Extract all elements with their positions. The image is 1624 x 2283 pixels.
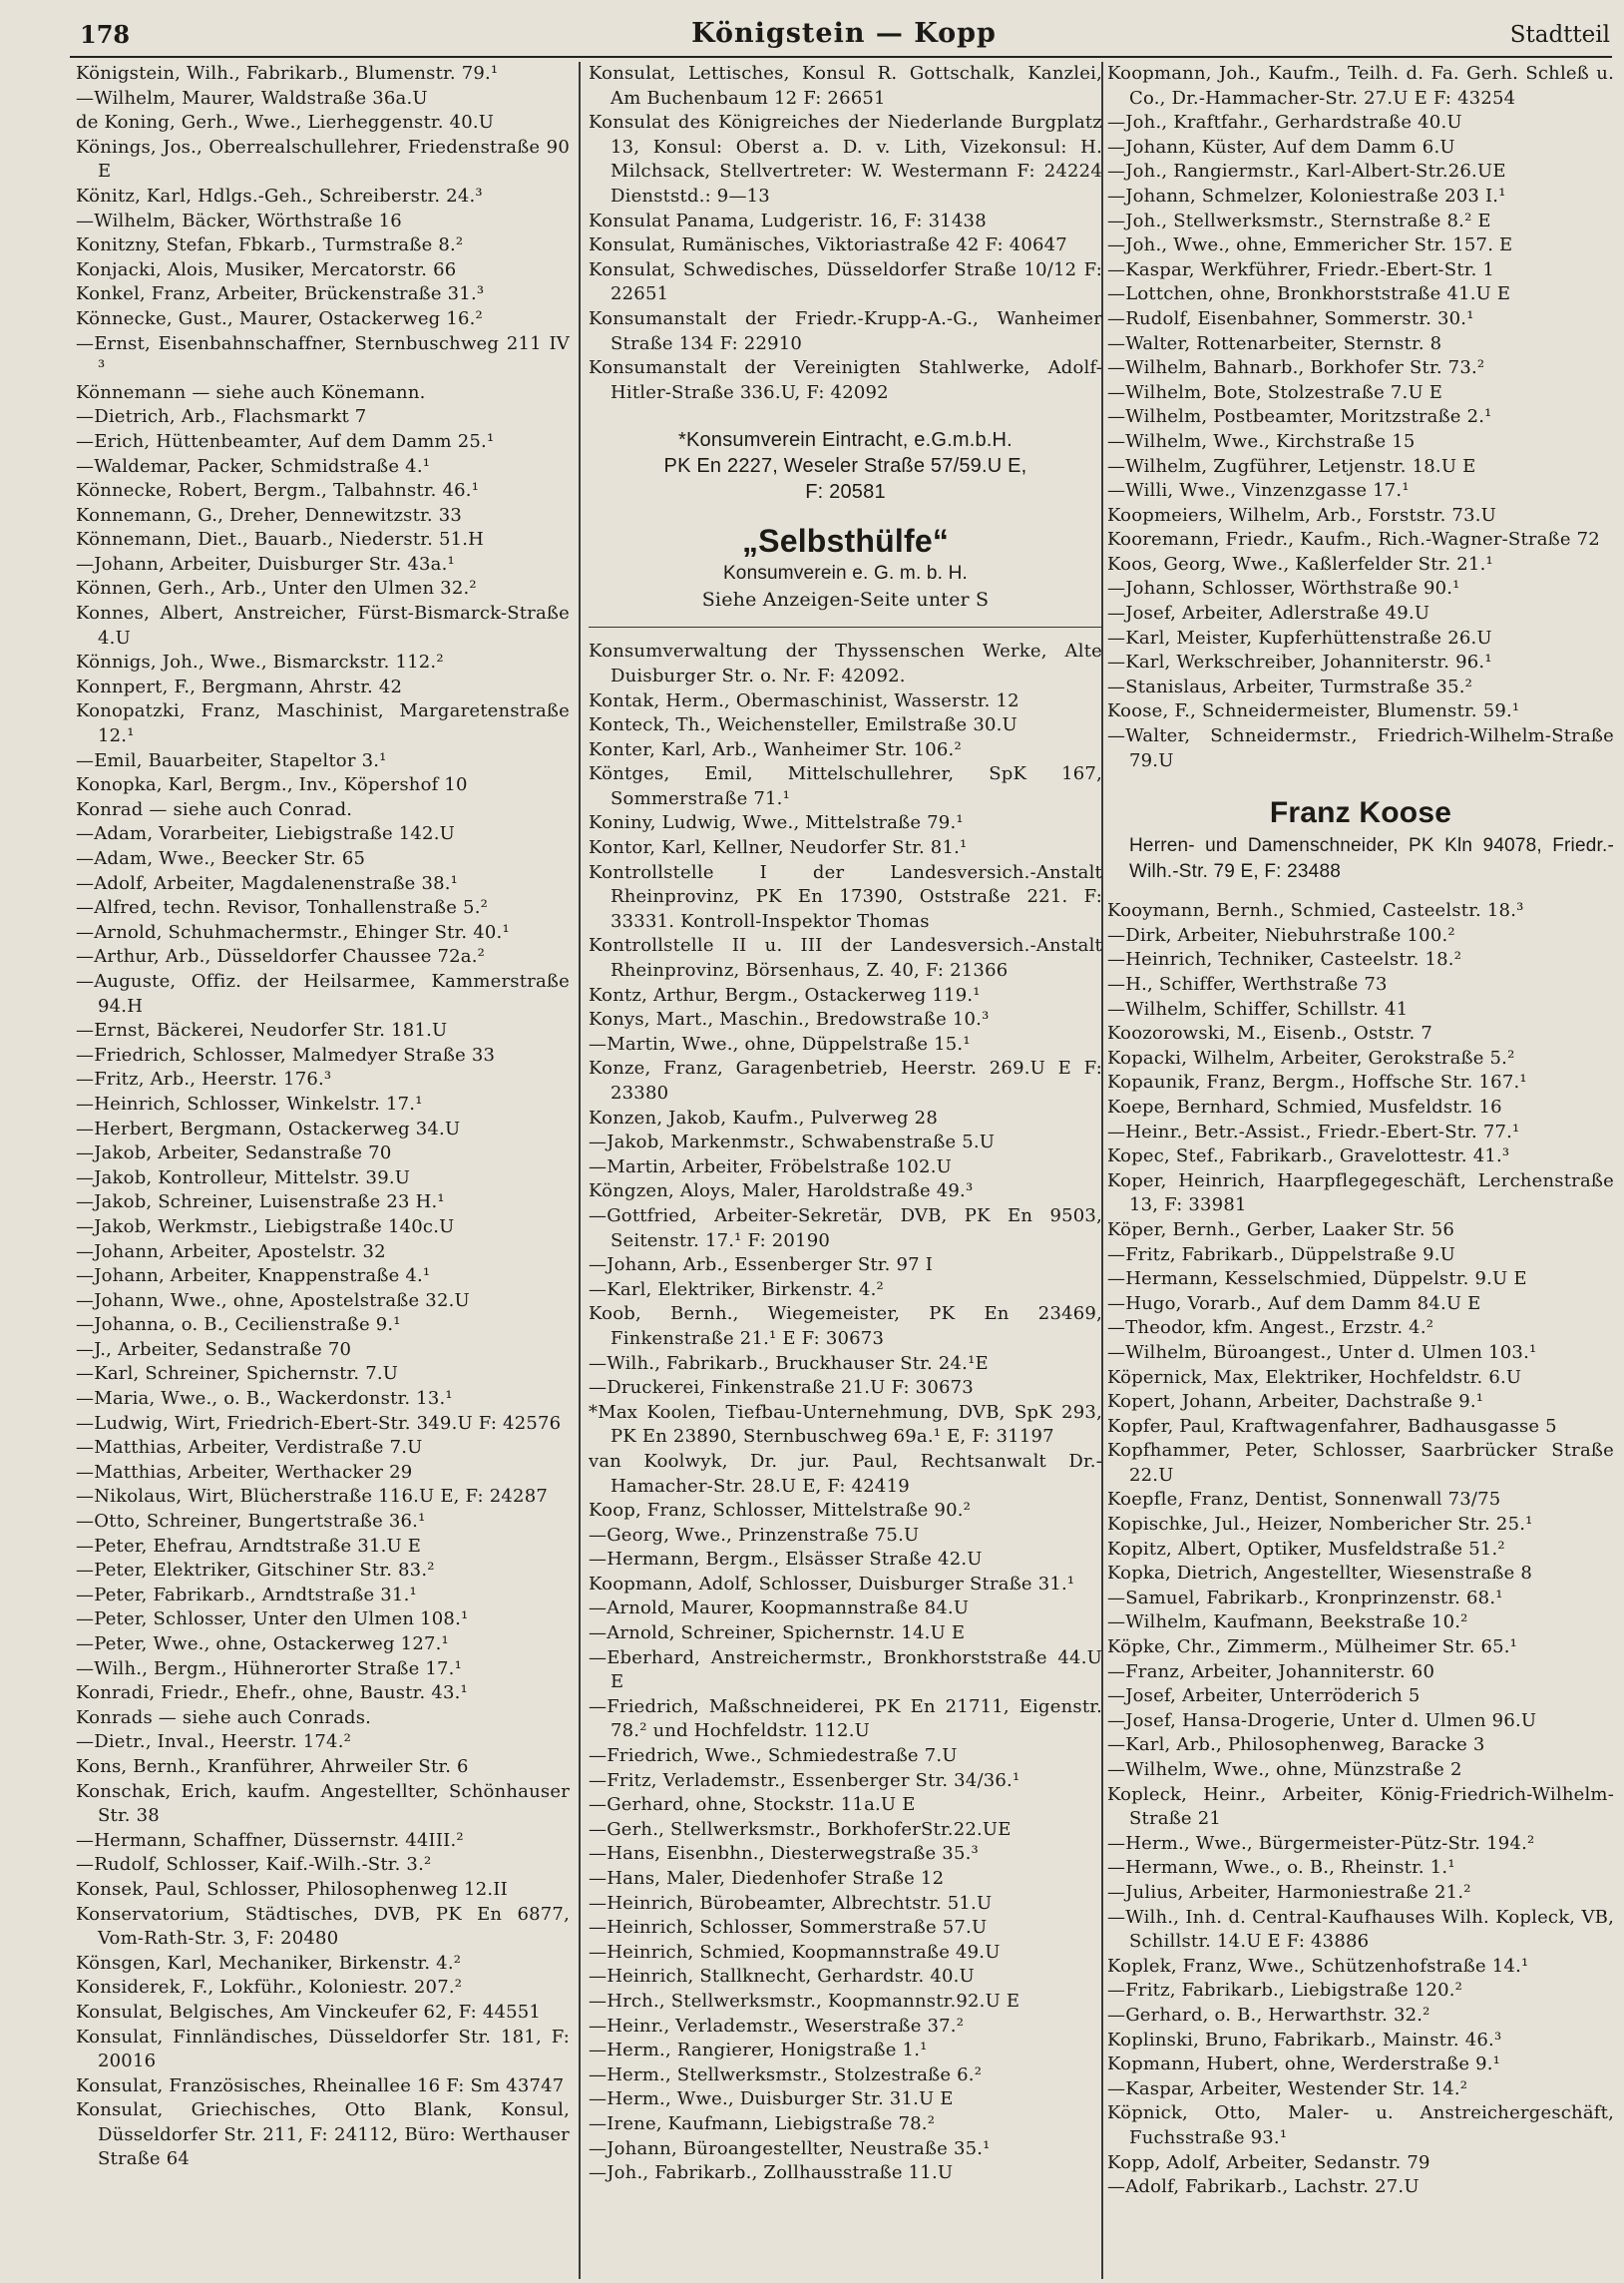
directory-entry: Konzen, Jakob, Kaufm., Pulverweg 28	[589, 1107, 938, 1129]
directory-entry: —Jakob, Arbeiter, Sedanstraße 70	[76, 1142, 392, 1164]
directory-entry: Koopmann, Joh., Kaufm., Teilh. d. Fa. Gerh. Schleß u. Co., Dr.-Hammacher-Str. 27.U E F: 43254	[1107, 63, 1614, 109]
directory-entry: —Heinrich, Schmied, Koopmannstraße 49.U	[589, 1941, 1001, 1963]
directory-entry: Konschak, Erich, kaufm. Angestellter, Schönhauser Str. 38	[76, 1780, 570, 1827]
directory-entry: Konys, Mart., Maschin., Bredowstraße 10.³	[589, 1009, 990, 1031]
directory-entry: Konsulat, Rumänisches, Viktoriastraße 42 F: 40647	[589, 234, 1067, 256]
directory-entry: Könnigs, Joh., Wwe., Bismarckstr. 112.²	[76, 652, 444, 674]
directory-entry: Köntges, Emil, Mittelschullehrer, SpK 167, Sommerstraße 71.¹	[589, 763, 1102, 809]
directory-entry: Kooymann, Bernh., Schmied, Casteelstr. 18.³	[1107, 900, 1524, 922]
section-label: Stadtteil	[1509, 22, 1610, 48]
directory-entry: Könings, Jos., Oberrealschullehrer, Friedenstraße 90 E	[76, 136, 570, 183]
directory-entry: Kopitz, Albert, Optiker, Musfeldstraße 51.²	[1107, 1538, 1505, 1560]
directory-entry: Konjacki, Alois, Musiker, Mercatorstr. 66	[76, 258, 457, 280]
selbsthuelfe-subtitle: Konsumverein e. G. m. b. H.	[722, 563, 969, 585]
directory-entry: —Friedrich, Maßschneiderei, PK En 21711, Eigenstr. 78.² und Hochfeldstr. 112.U	[589, 1695, 1102, 1742]
directory-entry: Koob, Bernh., Wiegemeister, PK En 23469, Finkenstraße 21.¹ E F: 30673	[589, 1303, 1102, 1349]
directory-entry: —Jakob, Markenmstr., Schwabenstraße 5.U	[589, 1132, 996, 1153]
directory-entry: Kopleck, Heinr., Arbeiter, König-Friedrich-Wilhelm-Straße 21	[1107, 1783, 1614, 1830]
directory-entry: Kontor, Karl, Kellner, Neudorfer Str. 81.¹	[589, 837, 968, 859]
directory-entry: Köpernick, Max, Elektriker, Hochfeldstr. 6.U	[1107, 1366, 1522, 1388]
directory-entry: Konsulat des Königreiches der Niederlande Burgplatz 13, Konsul: Oberst a. D. v. Lith, Vizekonsul: H. Milchsack, Stellvertreter: W. Westermann F: 24224 Dienststd.: 9—13	[589, 112, 1102, 207]
directory-entry: —Hermann, Schaffner, Düssernstr. 44III.²	[76, 1829, 464, 1851]
directory-entry: —Rudolf, Eisenbahner, Sommerstr. 30.¹	[1107, 307, 1474, 329]
directory-entry: Köper, Bernh., Gerber, Laaker Str. 56	[1107, 1218, 1455, 1240]
directory-entry: —Josef, Arbeiter, Adlerstraße 49.U	[1107, 603, 1430, 625]
directory-entry: —Karl, Arb., Philosophenweg, Baracke 3	[1107, 1734, 1485, 1756]
directory-entry: Kopert, Johann, Arbeiter, Dachstraße 9.¹	[1107, 1391, 1484, 1413]
directory-entry: Konopatzki, Franz, Maschinist, Margaretenstraße 12.¹	[76, 700, 570, 747]
directory-entry: —Wilhelm, Bahnarb., Borkhofer Str. 73.²	[1107, 357, 1485, 379]
directory-entry: —Karl, Elektriker, Birkenstr. 4.²	[589, 1278, 884, 1300]
directory-entry: —Fritz, Verlademstr., Essenberger Str. 34/36.¹	[589, 1769, 1020, 1791]
directory-entry: —Heinr., Betr.-Assist., Friedr.-Ebert-Str. 77.¹	[1107, 1121, 1520, 1142]
directory-entry: —Karl, Schreiner, Spichernstr. 7.U	[76, 1363, 399, 1385]
directory-entry: —Fritz, Fabrikarb., Liebigstraße 120.²	[1107, 1980, 1463, 2002]
header-rule	[70, 56, 1612, 58]
directory-entry: Koos, Georg, Wwe., Kaßlerfelder Str. 21.¹	[1107, 553, 1493, 575]
column-1	[76, 62, 570, 2279]
directory-entry: —Hermann, Bergm., Elsässer Straße 42.U	[589, 1549, 983, 1571]
directory-entry: —Johann, Küster, Auf dem Damm 6.U	[1107, 136, 1455, 158]
directory-entry: —Gerh., Stellwerksmstr., BorkhoferStr.22.UE	[589, 1818, 1012, 1840]
selbsthuelfe-advertisement	[589, 521, 1102, 613]
directory-entry: —Joh., Rangiermstr., Karl-Albert-Str.26.UE	[1107, 161, 1506, 183]
directory-entry: Konservatorium, Städtisches, DVB, PK En 6877, Vom-Rath-Str. 3, F: 20480	[76, 1903, 570, 1950]
directory-entry: —Wilhelm, Postbeamter, Moritzstraße 2.¹	[1107, 406, 1492, 428]
directory-entry: Kontrollstelle II u. III der Landesversich.-Anstalt Rheinprovinz, Börsenhaus, Z. 40, F: 21366	[589, 935, 1102, 982]
directory-entry: Konsek, Paul, Schlosser, Philosophenweg 12.II	[76, 1878, 508, 1900]
directory-entry: Kopmann, Hubert, ohne, Werderstraße 9.¹	[1107, 2054, 1501, 2075]
directory-entry: Kooremann, Friedr., Kaufm., Rich.-Wagner-Straße 72	[1107, 529, 1600, 551]
directory-entry: Konsumanstalt der Vereinigten Stahlwerke, Adolf-Hitler-Straße 336.U, F: 42092	[589, 357, 1102, 403]
eintracht-line-1: *Konsumverein Eintracht, e.G.m.b.H.	[678, 429, 1013, 452]
directory-entry: Kopaunik, Franz, Bergm., Hoffsche Str. 167.¹	[1107, 1072, 1527, 1094]
directory-entry: —Herm., Rangierer, Honigstraße 1.¹	[589, 2040, 928, 2061]
directory-entry: Kopfer, Paul, Kraftwagenfahrer, Badhausgasse 5	[1107, 1415, 1557, 1437]
directory-entry: —Samuel, Fabrikarb., Kronprinzenstr. 68.¹	[1107, 1587, 1503, 1608]
directory-entry: —Wilhelm, Bote, Stolzestraße 7.U E	[1107, 381, 1443, 403]
selbsthuelfe-note: Siehe Anzeigen-Seite unter S	[701, 589, 990, 612]
entry-list	[1107, 899, 1614, 2199]
directory-entry: —Karl, Meister, Kupferhüttenstraße 26.U	[1107, 627, 1492, 649]
directory-entry: Konnpert, F., Bergmann, Ahrstr. 42	[76, 676, 403, 697]
directory-entry: —Gerhard, ohne, Stockstr. 11a.U E	[589, 1794, 916, 1816]
column-separator	[579, 62, 581, 2279]
directory-entry: —Auguste, Offiz. der Heilsarmee, Kammerstraße 94.H	[76, 970, 570, 1017]
directory-entry: —Matthias, Arbeiter, Verdistraße 7.U	[76, 1437, 423, 1459]
directory-entry: —Heinrich, Bürobeamter, Albrechtstr. 51.U	[589, 1892, 993, 1914]
directory-entry: Konter, Karl, Arb., Wanheimer Str. 106.²	[589, 738, 962, 760]
directory-entry: —Hans, Maler, Diedenhofer Straße 12	[589, 1868, 945, 1889]
directory-entry: —Hermann, Kesselschmied, Düppelstr. 9.U E	[1107, 1268, 1527, 1290]
directory-entry: Koplek, Franz, Wwe., Schützenhofstraße 14.¹	[1107, 1955, 1529, 1977]
directory-entry: Koplinski, Bruno, Fabrikarb., Mainstr. 46.³	[1107, 2029, 1502, 2051]
directory-entry: —Arthur, Arb., Düsseldorfer Chaussee 72a.²	[76, 946, 486, 968]
directory-entry: —Kaspar, Arbeiter, Westender Str. 14.²	[1107, 2077, 1468, 2099]
directory-entry: —Dirk, Arbeiter, Niebuhrstraße 100.²	[1107, 924, 1455, 946]
directory-entry: —Joh., Kraftfahr., Gerhardstraße 40.U	[1107, 112, 1462, 134]
directory-entry: Koniny, Ludwig, Wwe., Mittelstraße 79.¹	[589, 812, 964, 834]
directory-entry: —Jakob, Schreiner, Luisenstraße 23 H.¹	[76, 1191, 445, 1213]
directory-entry: —Emil, Bauarbeiter, Stapeltor 3.¹	[76, 749, 387, 771]
entry-list	[589, 62, 1102, 405]
directory-entry: Könnemann, Diet., Bauarb., Niederstr. 51.H	[76, 529, 485, 551]
directory-entry: —Ernst, Bäckerei, Neudorfer Str. 181.U	[76, 1020, 448, 1042]
running-head: Königstein — Kopp	[691, 18, 997, 49]
directory-entry: —Kaspar, Werkführer, Friedr.-Ebert-Str. 1	[1107, 258, 1495, 280]
eintracht-advertisement	[589, 427, 1102, 505]
directory-entry: —Johann, Wwe., ohne, Apostelstraße 32.U	[76, 1289, 470, 1311]
directory-entry: —Willi, Wwe., Vinzenzgasse 17.¹	[1107, 480, 1410, 502]
directory-entry: Konradi, Friedr., Ehefr., ohne, Baustr. 43.¹	[76, 1682, 468, 1704]
page-number: 178	[80, 20, 131, 49]
directory-entry: —Theodor, kfm. Angest., Erzstr. 4.²	[1107, 1317, 1434, 1339]
directory-entry: —Wilhelm, Kaufmann, Beekstraße 10.²	[1107, 1611, 1468, 1633]
directory-entry: —Josef, Hansa-Drogerie, Unter d. Ulmen 96.U	[1107, 1709, 1537, 1731]
directory-entry: —Martin, Arbeiter, Fröbelstraße 102.U	[589, 1155, 952, 1177]
directory-entry: —Johann, Arbeiter, Apostelstr. 32	[76, 1240, 386, 1262]
directory-entry: Kontrollstelle I der Landesversich.-Anstalt Rheinprovinz, PK En 17390, Oststraße 221. F: 33331. Kontroll-Inspektor Thomas	[589, 861, 1102, 932]
directory-entry: —Johann, Arbeiter, Knappenstraße 4.¹	[76, 1265, 431, 1287]
directory-entry: Kontz, Arthur, Bergm., Ostackerweg 119.¹	[589, 984, 981, 1006]
directory-entry: —Peter, Schlosser, Unter den Ulmen 108.¹	[76, 1608, 469, 1630]
directory-entry: —Dietrich, Arb., Flachsmarkt 7	[76, 406, 367, 428]
directory-entry: —Alfred, techn. Revisor, Tonhallenstraße 5.²	[76, 897, 489, 919]
directory-entry: —Hrch., Stellwerksmstr., Koopmannstr.92.U E	[589, 1990, 1020, 2012]
directory-entry: —Johann, Büroangestellter, Neustraße 35.¹	[589, 2137, 991, 2159]
directory-entry: —Adam, Vorarbeiter, Liebigstraße 142.U	[76, 823, 455, 845]
entry-list	[1107, 62, 1614, 773]
directory-entry: —Adolf, Arbeiter, Magdalenenstraße 38.¹	[76, 872, 459, 894]
directory-entry: Konopka, Karl, Bergm., Inv., Köpershof 10	[76, 774, 468, 796]
directory-entry: Köpnick, Otto, Maler- u. Anstreichergeschäft, Fuchsstraße 93.¹	[1107, 2102, 1614, 2148]
directory-entry: —Wilhelm, Wwe., ohne, Münzstraße 2	[1107, 1759, 1462, 1780]
directory-entry: —Maria, Wwe., o. B., Wackerdonstr. 13.¹	[76, 1388, 453, 1410]
directory-entry: Koopmeiers, Wilhelm, Arb., Forststr. 73.U	[1107, 504, 1497, 526]
directory-entry: —Otto, Schreiner, Bungertstraße 36.¹	[76, 1511, 426, 1533]
column-3	[1107, 62, 1614, 2279]
directory-entry: Konsulat, Finnländisches, Düsseldorfer Str. 181, F: 20016	[76, 2026, 570, 2072]
directory-entry: —Wilhelm, Schiffer, Schillstr. 41	[1107, 998, 1409, 1020]
directory-entry: —Johann, Schlosser, Wörthstraße 90.¹	[1107, 578, 1460, 600]
entry-list	[589, 640, 1102, 2185]
directory-entry: Konsulat, Griechisches, Otto Blank, Konsul, Düsseldorfer Str. 211, F: 24112, Büro: Werthauser Straße 64	[76, 2099, 570, 2170]
directory-entry: —Stanislaus, Arbeiter, Turmstraße 35.²	[1107, 676, 1473, 697]
directory-entry: —Friedrich, Schlosser, Malmedyer Straße 33	[76, 1044, 496, 1066]
directory-entry: Konsulat, Belgisches, Am Vinckeufer 62, F: 44551	[76, 2001, 542, 2023]
directory-entry: —Herm., Stellwerksmstr., Stolzestraße 6.²	[589, 2063, 983, 2085]
directory-entry: Konrads — siehe auch Conrads.	[76, 1706, 372, 1728]
directory-entry: Konitzny, Stefan, Fbkarb., Turmstraße 8.²	[76, 234, 464, 256]
directory-entry: Konsulat Panama, Ludgeristr. 16, F: 31438	[589, 210, 987, 231]
directory-entry: —Joh., Wwe., ohne, Emmericher Str. 157. E	[1107, 234, 1513, 256]
directory-entry: —Herbert, Bergmann, Ostackerweg 34.U	[76, 1118, 461, 1140]
directory-entry: —Wilhelm, Zugführer, Letjenstr. 18.U E	[1107, 455, 1476, 477]
directory-entry: —Heinrich, Stallknecht, Gerhardstr. 40.U	[589, 1966, 975, 1988]
directory-entry: Konsiderek, F., Lokführ., Koloniestr. 207.²	[76, 1977, 463, 1999]
directory-entry: —H., Schiffer, Werthstraße 73	[1107, 974, 1388, 995]
directory-entry: —Lottchen, ohne, Bronkhorststraße 41.U E	[1107, 283, 1511, 305]
directory-entry: Könnemann — siehe auch Könemann.	[76, 381, 426, 403]
directory-entry: —Fritz, Fabrikarb., Düppelstraße 9.U	[1107, 1243, 1456, 1265]
directory-entry: —Heinr., Verlademstr., Weserstraße 37.²	[589, 2015, 965, 2037]
directory-entry: —Hugo, Vorarb., Auf dem Damm 84.U E	[1107, 1292, 1481, 1314]
column-2	[589, 62, 1102, 2279]
directory-entry: —Heinrich, Schlosser, Winkelstr. 17.¹	[76, 1093, 423, 1115]
directory-entry: Konnes, Albert, Anstreicher, Fürst-Bismarck-Straße 4.U	[76, 603, 570, 649]
directory-entry: —Gerhard, o. B., Herwarthstr. 32.²	[1107, 2004, 1430, 2026]
directory-entry: —J., Arbeiter, Sedanstraße 70	[76, 1338, 352, 1360]
directory-entry: Kopp, Adolf, Arbeiter, Sedanstr. 79	[1107, 2151, 1430, 2173]
directory-entry: —Matthias, Arbeiter, Werthacker 29	[76, 1461, 413, 1483]
directory-entry: Könsgen, Karl, Mechaniker, Birkenstr. 4.²	[76, 1952, 462, 1974]
directory-entry: Konsulat, Französisches, Rheinallee 16 F: Sm 43747	[76, 2074, 565, 2096]
eintracht-line-3: F: 20581	[805, 481, 886, 504]
directory-entry: Kontak, Herm., Obermaschinist, Wasserstr. 12	[589, 689, 1019, 711]
directory-entry: van Koolwyk, Dr. jur. Paul, Rechtsanwalt Dr.-Hamacher-Str. 28.U E, F: 42419	[589, 1450, 1102, 1497]
directory-entry: Konteck, Th., Weichensteller, Emilstraße 30.U	[589, 714, 1017, 736]
page-header	[78, 18, 1610, 54]
directory-entry: Konnemann, G., Dreher, Dennewitzstr. 33	[76, 504, 463, 526]
directory-entry: —Gottfried, Arbeiter-Sekretär, DVB, PK En 9503, Seitenstr. 17.¹ F: 20190	[589, 1204, 1102, 1251]
directory-entry: —Walter, Rottenarbeiter, Sternstr. 8	[1107, 332, 1442, 354]
directory-entry: —Wilhelm, Büroangest., Unter d. Ulmen 103.¹	[1107, 1341, 1537, 1363]
directory-entry: de Koning, Gerh., Wwe., Lierheggenstr. 40.U	[76, 112, 495, 134]
directory-entry: —Herm., Wwe., Duisburger Str. 31.U E	[589, 2088, 954, 2110]
directory-entry: —Jakob, Kontrolleur, Mittelstr. 39.U	[76, 1166, 411, 1188]
directory-entry: —Fritz, Arb., Heerstr. 176.³	[76, 1069, 332, 1091]
directory-entry: —Josef, Arbeiter, Unterröderich 5	[1107, 1685, 1421, 1707]
directory-entry: —Heinrich, Techniker, Casteelstr. 18.²	[1107, 949, 1462, 971]
directory-entry: Koozorowski, M., Eisenb., Oststr. 7	[1107, 1023, 1433, 1045]
directory-entry: Kopacki, Wilhelm, Arbeiter, Gerokstraße 5.²	[1107, 1047, 1515, 1069]
eintracht-line-2: PK En 2227, Weseler Straße 57/59.U E,	[663, 455, 1027, 478]
directory-entry: Konsumverwaltung der Thyssenschen Werke, Alte Duisburger Str. o. Nr. F: 42092.	[589, 641, 1102, 686]
directory-entry: —Walter, Schneidermstr., Friedrich-Wilhelm-Straße 79.U	[1107, 725, 1614, 771]
directory-entry: —Joh., Fabrikarb., Zollhausstraße 11.U	[589, 2162, 954, 2184]
directory-entry: Konze, Franz, Garagenbetrieb, Heerstr. 269.U E F: 23380	[589, 1058, 1102, 1104]
directory-entry: Koper, Heinrich, Haarpflegegeschäft, Lerchenstraße 13, F: 33981	[1107, 1169, 1614, 1216]
directory-entry: —Hans, Eisenbhn., Diesterwegstraße 35.³	[589, 1843, 979, 1865]
directory-entry: —Peter, Fabrikarb., Arndtstraße 31.¹	[76, 1584, 417, 1605]
directory-entry: —Martin, Wwe., ohne, Düppelstraße 15.¹	[589, 1033, 971, 1055]
koose-name: Franz Koose	[1269, 796, 1452, 830]
directory-entry: —Wilh., Inh. d. Central-Kaufhauses Wilh. Kopleck, VB, Schillstr. 14.U E F: 43886	[1107, 1906, 1614, 1953]
directory-entry: —Adam, Wwe., Beecker Str. 65	[76, 848, 366, 869]
directory-entry: —Franz, Arbeiter, Johanniterstr. 60	[1107, 1660, 1435, 1682]
directory-entry: Köpke, Chr., Zimmerm., Mülheimer Str. 65.¹	[1107, 1636, 1518, 1658]
directory-entry: *Max Koolen, Tiefbau-Unternehmung, DVB, SpK 293, PK En 23890, Sternbuschweg 69a.¹ E, F: 31197	[589, 1401, 1102, 1448]
directory-entry: —Arnold, Maurer, Koopmannstraße 84.U	[589, 1598, 970, 1619]
directory-entry: Konkel, Franz, Arbeiter, Brückenstraße 31.³	[76, 283, 485, 305]
directory-entry: Kons, Bernh., Kranführer, Ahrweiler Str. 6	[76, 1755, 469, 1777]
directory-entry: Könitz, Karl, Hdlgs.-Geh., Schreiberstr. 24.³	[76, 185, 483, 207]
koose-text: Herren- und Damenschneider, PK Kln 94078, Friedr.-Wilh.-Str. 79 E, F: 23488	[1129, 835, 1614, 883]
directory-entry: —Nikolaus, Wirt, Blücherstraße 116.U E, F: 24287	[76, 1486, 548, 1508]
directory-entry: Koepfle, Franz, Dentist, Sonnenwall 73/75	[1107, 1489, 1501, 1511]
directory-entry: Königstein, Wilh., Fabrikarb., Blumenstr. 79.¹	[76, 63, 499, 84]
directory-entry: Konsulat, Schwedisches, Düsseldorfer Straße 10/12 F: 22651	[589, 258, 1102, 305]
selbsthuelfe-title: „Selbsthülfe“	[741, 523, 950, 560]
directory-entry: Koop, Franz, Schlosser, Mittelstraße 90.²	[589, 1500, 972, 1522]
directory-entry: Können, Gerh., Arb., Unter den Ulmen 32.²	[76, 578, 477, 600]
directory-entry: —Wilhelm, Wwe., Kirchstraße 15	[1107, 430, 1416, 452]
directory-entry: Koopmann, Adolf, Schlosser, Duisburger Straße 31.¹	[589, 1573, 1075, 1595]
directory-entry: Koose, F., Schneidermeister, Blumenstr. 59.¹	[1107, 700, 1520, 722]
directory-entry: —Arnold, Schuhmachermstr., Ehinger Str. 40.¹	[76, 921, 510, 943]
directory-entry: —Johann, Schmelzer, Koloniestraße 203 I.¹	[1107, 185, 1506, 207]
directory-entry: —Wilh., Fabrikarb., Bruckhauser Str. 24.¹E	[589, 1352, 989, 1374]
directory-entry: —Dietr., Inval., Heerstr. 174.²	[76, 1731, 352, 1753]
directory-entry: —Jakob, Werkmstr., Liebigstraße 140c.U	[76, 1215, 455, 1237]
directory-entry: Kopfhammer, Peter, Schlosser, Saarbrücker Straße 22.U	[1107, 1440, 1614, 1486]
directory-entry: —Erich, Hüttenbeamter, Auf dem Damm 25.¹	[76, 430, 495, 452]
section-divider	[589, 627, 1102, 628]
directory-entry: —Arnold, Schreiner, Spichernstr. 14.U E	[589, 1622, 966, 1644]
directory-entry: —Peter, Elektriker, Gitschiner Str. 83.²	[76, 1560, 435, 1582]
directory-entry: Konrad — siehe auch Conrad.	[76, 798, 353, 820]
directory-entry: Konsumanstalt der Friedr.-Krupp-A.-G., Wanheimer Straße 134 F: 22910	[589, 307, 1102, 354]
directory-entry: —Peter, Wwe., ohne, Ostackerweg 127.¹	[76, 1633, 449, 1654]
directory-entry: —Ernst, Eisenbahnschaffner, Sternbuschweg 211 IV ³	[76, 332, 570, 379]
directory-entry: Könnecke, Gust., Maurer, Ostackerweg 16.²	[76, 307, 483, 329]
directory-entry: —Wilhelm, Maurer, Waldstraße 36a.U	[76, 87, 428, 109]
directory-entry: —Ludwig, Wirt, Friedrich-Ebert-Str. 349.U F: 42576	[76, 1412, 562, 1434]
directory-entry: —Wilhelm, Bäcker, Wörthstraße 16	[76, 210, 402, 231]
koose-advertisement	[1107, 793, 1614, 885]
directory-entry: —Julius, Arbeiter, Harmoniestraße 21.²	[1107, 1881, 1471, 1903]
directory-entry: —Johanna, o. B., Cecilienstraße 9.¹	[76, 1314, 401, 1336]
directory-entry: Köngzen, Aloys, Maler, Haroldstraße 49.³	[589, 1180, 974, 1202]
directory-entry: —Adolf, Fabrikarb., Lachstr. 27.U	[1107, 2176, 1420, 2198]
directory-entry: —Eberhard, Anstreichermstr., Bronkhorststraße 44.U E	[589, 1646, 1102, 1693]
directory-entry: —Hermann, Wwe., o. B., Rheinstr. 1.¹	[1107, 1857, 1455, 1879]
directory-entry: —Johann, Arb., Essenberger Str. 97 I	[589, 1254, 934, 1276]
directory-entry: —Waldemar, Packer, Schmidstraße 4.¹	[76, 455, 431, 477]
directory-entry: Könnecke, Robert, Bergm., Talbahnstr. 46.¹	[76, 480, 480, 502]
directory-entry: Konsulat, Lettisches, Konsul R. Gottschalk, Kanzlei, Am Buchenbaum 12 F: 26651	[589, 63, 1102, 109]
directory-entry: —Rudolf, Schlosser, Kaif.-Wilh.-Str. 3.²	[76, 1854, 432, 1876]
directory-entry: —Peter, Ehefrau, Arndtstraße 31.U E	[76, 1535, 422, 1557]
directory-entry: —Herm., Wwe., Bürgermeister-Pütz-Str. 194.²	[1107, 1832, 1535, 1854]
directory-entry: —Wilh., Bergm., Hühnerorter Straße 17.¹	[76, 1657, 463, 1679]
directory-entry: —Joh., Stellwerksmstr., Sternstraße 8.² E	[1107, 210, 1491, 231]
directory-entry: Kopischke, Jul., Heizer, Nombericher Str. 25.¹	[1107, 1514, 1533, 1536]
directory-entry: Koepe, Bernhard, Schmied, Musfeldstr. 16	[1107, 1096, 1502, 1118]
directory-entry: —Friedrich, Wwe., Schmiedestraße 7.U	[589, 1745, 958, 1767]
directory-entry: —Irene, Kaufmann, Liebigstraße 78.²	[589, 2112, 936, 2134]
entry-list	[76, 62, 570, 2172]
directory-entry: —Heinrich, Schlosser, Sommerstraße 57.U	[589, 1917, 988, 1939]
directory-entry: Kopka, Dietrich, Angestellter, Wiesenstraße 8	[1107, 1563, 1533, 1585]
directory-entry: —Georg, Wwe., Prinzenstraße 75.U	[589, 1524, 920, 1546]
directory-entry: —Karl, Werkschreiber, Johanniterstr. 96.¹	[1107, 652, 1492, 674]
directory-entry: —Johann, Arbeiter, Duisburger Str. 43a.¹	[76, 553, 455, 575]
directory-entry: Kopec, Stef., Fabrikarb., Gravelottestr. 41.³	[1107, 1145, 1510, 1167]
directory-entry: —Druckerei, Finkenstraße 21.U F: 30673	[589, 1377, 974, 1399]
